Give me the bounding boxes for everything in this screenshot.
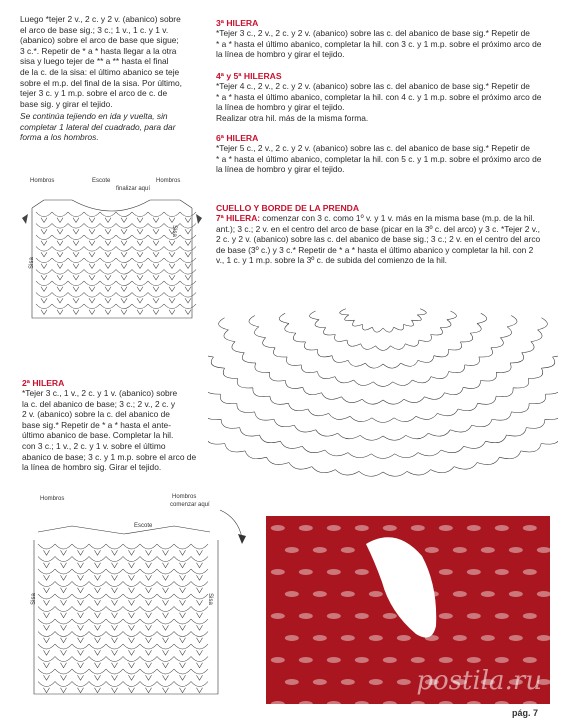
crochet-fan-diagram <box>208 288 558 478</box>
diagram2-label-sisa-left: Sisa <box>30 593 37 605</box>
hilera45-text: *Tejer 4 c., 2 v., 2 c. y 2 v. (abanico) sobre las c. del abanico de base sig.* Repetir de * a * hasta el último abanico, completar la hil. con 4 c. y 1 m.p. sobre el próximo arco de la línea de hombro y girar el tejido. Realizar otra hil. más de la misma forma. <box>216 81 542 123</box>
diagram1-label-sisa-right: Sisa <box>170 225 177 237</box>
intro-italic-note: Se continúa tejiendo en ida y vuelta, sin completar 1 lateral del cuadrado, para dar forma a los hombros. <box>20 111 176 143</box>
diagram1-label-hombros-right: Hombros <box>156 178 181 184</box>
diagram1-label-sisa-left: Sisa <box>28 257 35 269</box>
diagram1-label-escote: Escote <box>92 178 111 184</box>
hilera6-heading: 6ª HILERA <box>216 133 259 143</box>
hilera45-heading: 4ª y 5ª HILERAS <box>216 71 282 81</box>
diagram2-label-comenzar: comenzar aquí <box>170 502 210 508</box>
diagram2-label-hombros-left: Hombros <box>40 496 65 502</box>
cuello-heading: CUELLO Y BORDE DE LA PRENDA <box>216 203 360 213</box>
diagram1-label-hombros-left: Hombros <box>30 178 55 184</box>
hilera7-body: comenzar con 3 c. como 1º v. y 1 v. más en la misma base (m.p. de la hil. ant.); 3 c.; 2 v. en el centro del arco de base (picar en la 3º c. del arco) y 3 c. *Tejer 2 v., 2 c. y 2 v. (abanico) sobre las c. del abanico de base sig.; 3 c.; 2 v. en el centro del arco de base (3º c.) y 3 c.* Repetir de * a * hasta el último abanico y completar la hil. con 2 v., 1 c. y 1 m.p. sobre la 3º c. de subida del comienzo de la hil. <box>216 213 541 266</box>
hilera2-heading: 2ª HILERA <box>22 378 65 388</box>
hilera6-text: *Tejer 5 c., 2 v., 2 c. y 2 v. (abanico) sobre las c. del abanico de base sig.* Repetir de * a * hasta el último abanico, completar la hil. con 5 c. y 1 m.p. sobre el próximo arco de la línea de hombro y girar el tejido. <box>216 143 542 175</box>
page-number: pág. 7 <box>512 708 539 718</box>
knitted-garment-photo <box>266 516 550 704</box>
hilera3-text: *Tejer 3 c., 2 v., 2 c. y 2 v. (abanico) sobre las c. del abanico de base sig.* Repetir de * a * hasta el último abanico, completar la hil. con 3 c. y 1 m.p. sobre el próximo arco de la línea de hombro y girar el tejido. <box>216 28 542 60</box>
hilera2-text: *Tejer 3 c., 1 v., 2 c. y 1 v. (abanico) sobre la c. del abanico de base; 3 c.; 2 v., 2 c. y 2 v. (abanico) sobre la c. del abanico de base sig.* Repetir de * a * hasta el ante- último abanico de base. Completar la hil. con 3 c.; 1 v., 2 c. y 1 v. sobre el último abanico de base; 3 c. y 1 m.p. sobre el arco de la línea de hombro sig. Girar el tejido. <box>22 388 197 473</box>
hilera7-text <box>216 213 556 266</box>
diagram2-label-sisa-right: Sisa <box>206 593 213 605</box>
crochet-diagram-bottom <box>14 504 250 704</box>
watermark: postila.ru <box>416 666 542 696</box>
diagram1-label-finalizar: finalizar aquí <box>116 186 151 192</box>
diagram2-label-escote: Escote <box>134 523 153 529</box>
hilera3-heading: 3ª HILERA <box>216 18 259 28</box>
intro-paragraph: Luego *tejer 2 v., 2 c. y 2 v. (abanico) sobre el arco de base sig.; 3 c.; 1 v., 1 c. y 1 v. (abanico) sobre el arco de base que sigue; 3 c.*. Repetir de * a * hasta llegar a la otra sisa y luego tejer de ** a ** hasta el final de la c. de la sisa: el último abanico se teje sobre el m.p. del final de la sisa. Por último, tejer 3 c. y 1 m.p. sobre el arco de c. de base sig. y girar el tejido. <box>20 14 182 109</box>
crochet-diagram-top <box>14 178 210 330</box>
diagram2-label-hombros-right: Hombros <box>172 494 197 500</box>
hilera7-label: 7ª HILERA: <box>216 213 261 223</box>
